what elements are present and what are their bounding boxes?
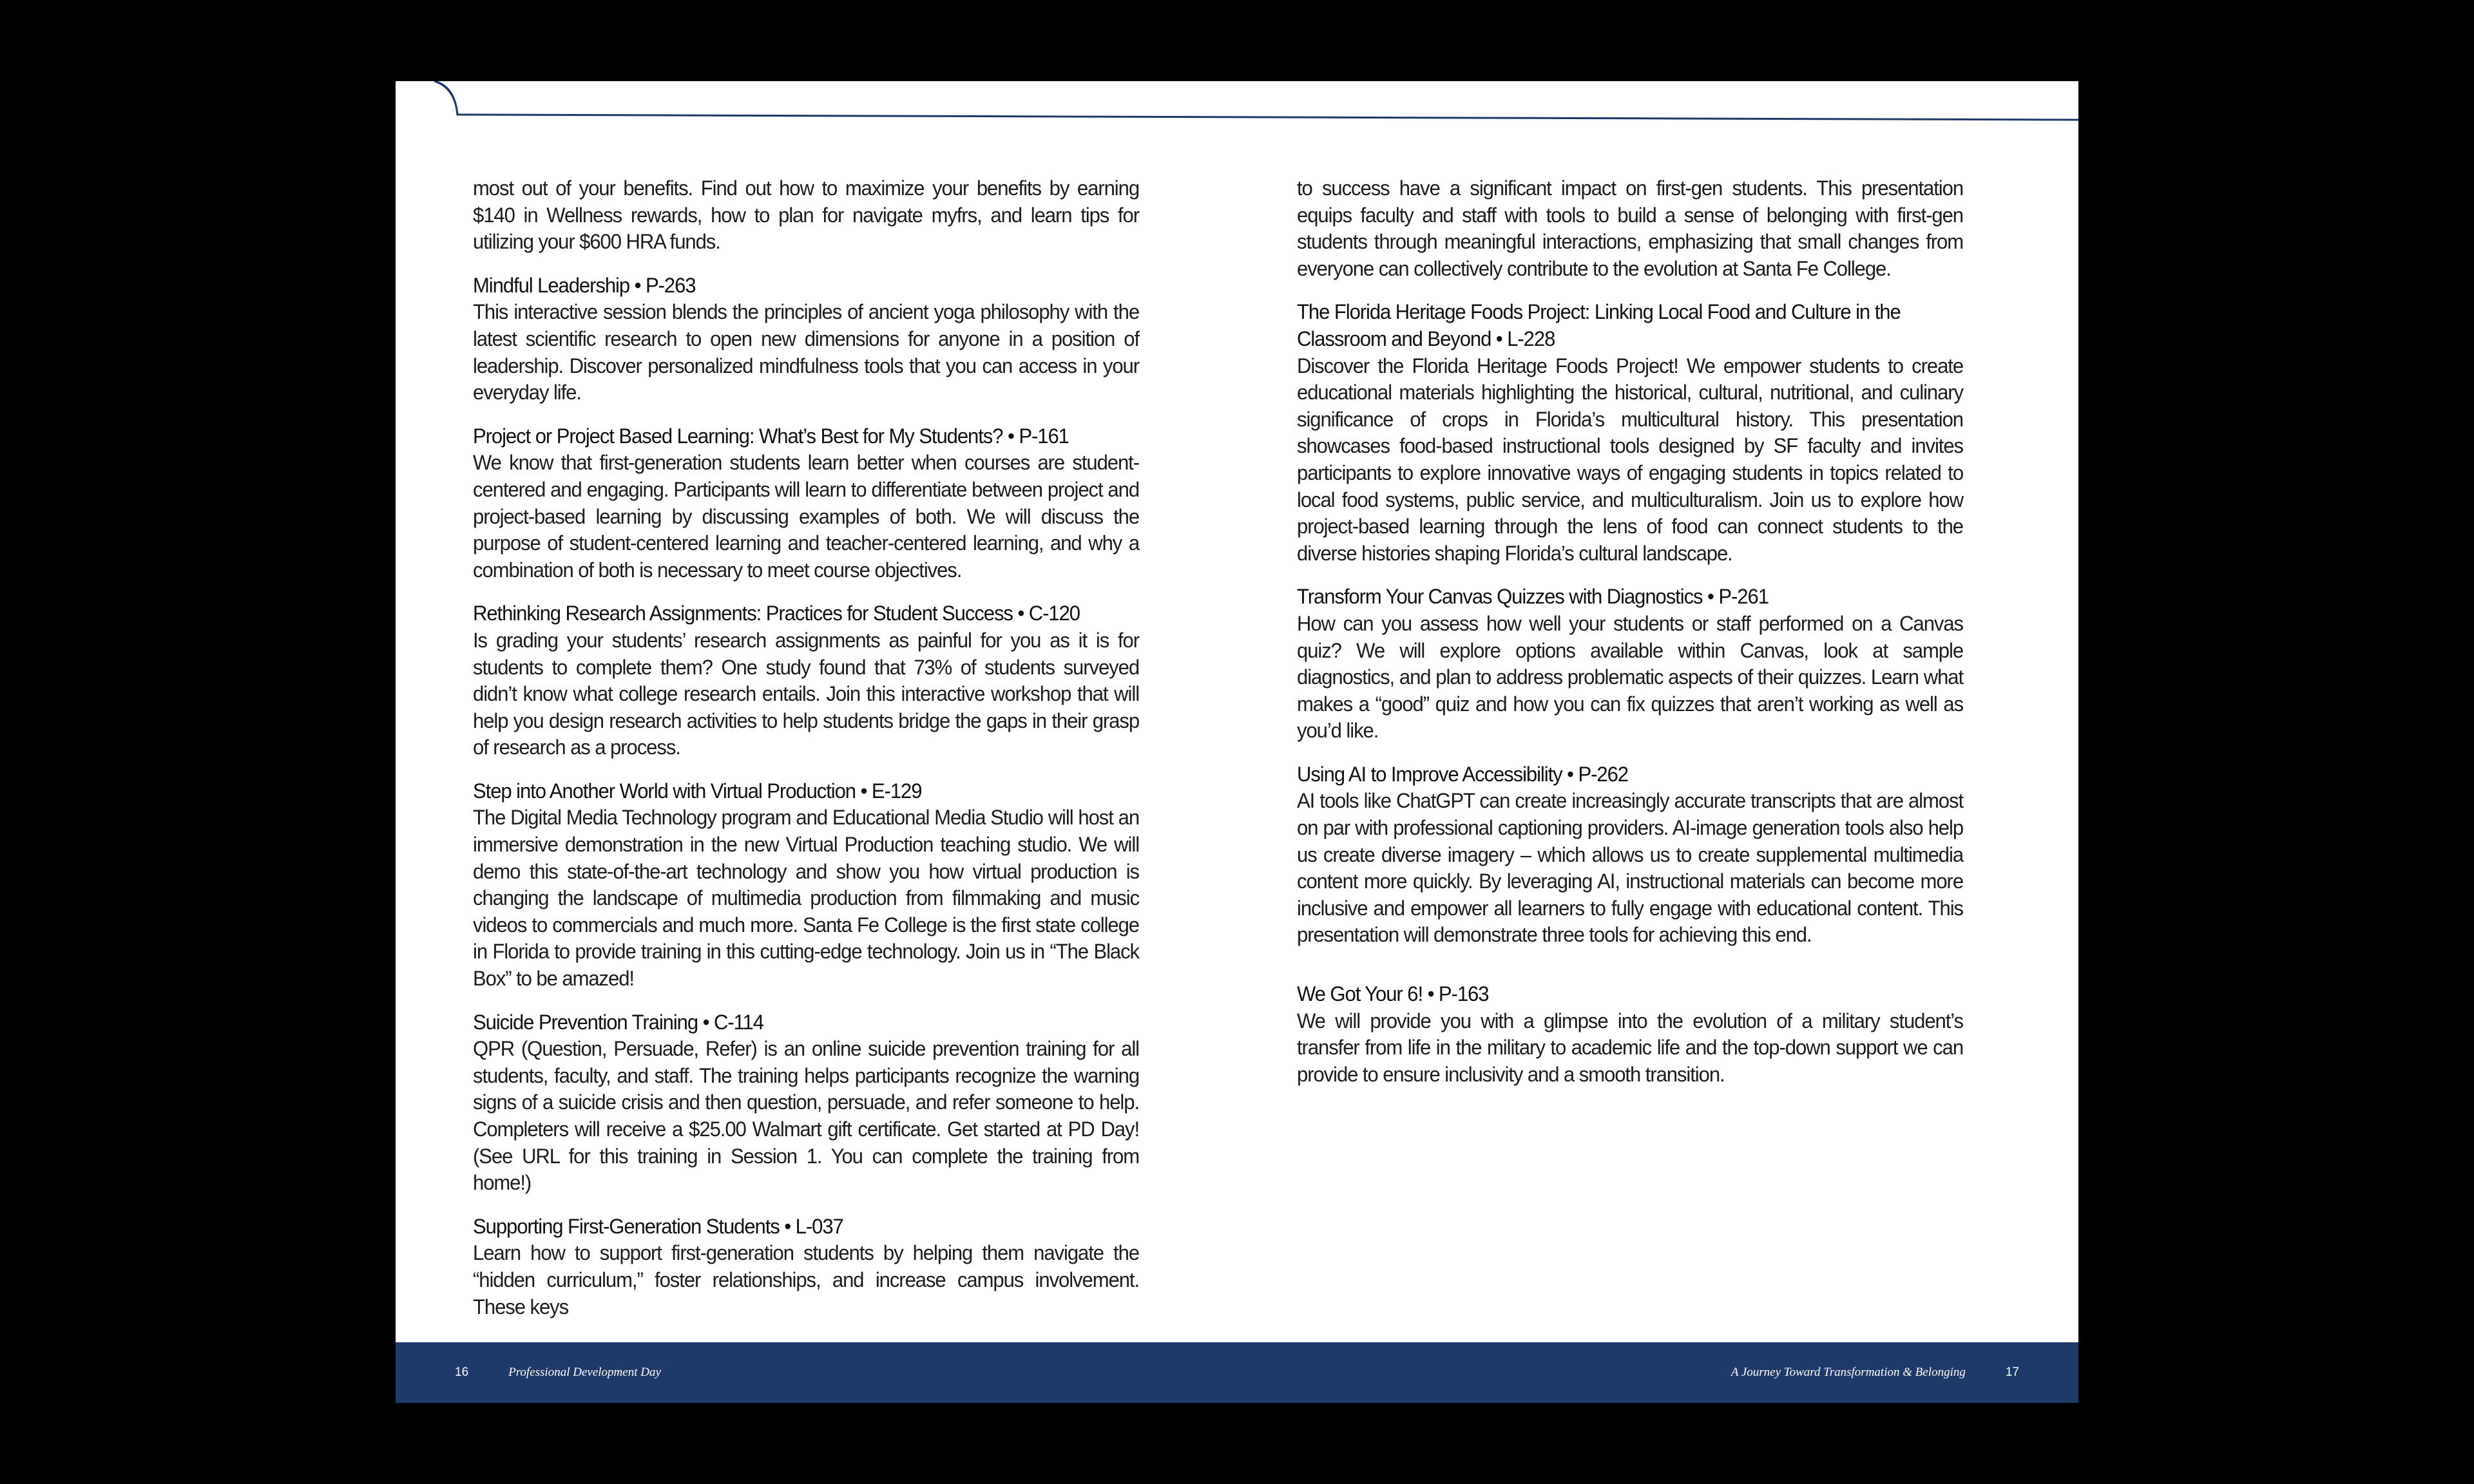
session-description: Is grading your students’ research assignments as painful for you as it is for students to complete them? One study found that 73% of students surveyed didn’t know what college research entails. Join this interactive workshop that will help you design research activities to help students bridge the gaps in their grasp of research as a process. bbox=[473, 628, 1140, 759]
session-description: We know that first-generation students learn better when courses are student-centered and engaging. Participants will learn to differentiate between project and project-based learning by discussing examples of both. We will discuss the purpose of student-centered learning and teacher-centered learning, and why a combination of both is necessary to meet course objectives. bbox=[473, 451, 1140, 582]
session-entry bbox=[1297, 761, 1963, 949]
session-entry bbox=[473, 778, 1139, 993]
session-entry bbox=[473, 272, 1139, 406]
session-description: Discover the Florida Heritage Foods Project! We empower students to create educational materials highlighting the historical, cultural, nutritional, and culinary significance of crops in Florida’s multicultural history. This presentation showcases food-based instructional tools designed by SF faculty and invites participants to explore innovative ways of engaging students in topics related to local food systems, public service, and multiculturalism. Join us to explore how project-based learning through the lens of food can connect students to the diverse histories shaping Florida’s cultural landscape. bbox=[1297, 354, 1964, 565]
session-entry bbox=[1297, 584, 1963, 745]
session-entry bbox=[1297, 981, 1963, 1088]
session-description: This interactive session blends the principles of ancient yoga philosophy with the latest scientific research to open new dimensions for anyone in a position of leadership. Discover personalized mindfulness tools that you can access in your everyday life. bbox=[473, 300, 1140, 404]
session-title: Mindful Leadership • P-263 bbox=[473, 273, 696, 297]
session-entry bbox=[473, 1213, 1139, 1320]
session-title: The Florida Heritage Foods Project: Linking Local Food and Culture in the Classroom and Beyond • L-228 bbox=[1297, 300, 1901, 350]
right-page-footer bbox=[1731, 1342, 2019, 1403]
session-description: How can you assess how well your students or staff performed on a Canvas quiz? We will explore options available within Canvas, look at sample diagnostics, and plan to address problematic aspects of their quizzes. Learn what makes a “good” quiz and how you can fix quizzes that aren’t working as well as you’d like. bbox=[1297, 611, 1964, 743]
session-description: Learn how to support first-generation students by helping them navigate the “hidden curriculum,” foster relationships, and increase campus involvement. These keys bbox=[473, 1241, 1140, 1318]
session-entry bbox=[473, 423, 1139, 584]
session-entry bbox=[473, 600, 1139, 761]
running-title-right: A Journey Toward Transformation & Belonging bbox=[1731, 1365, 1966, 1379]
right-lead-paragraph: to success have a significant impact on first-gen students. This presentation equips faculty and staff with tools to build a sense of belonging with first-gen students through meaningful interactions, emphasizing that small changes from everyone can collectively contribute to the evolution at Santa Fe College. bbox=[1297, 176, 1964, 280]
session-title: We Got Your 6! • P-163 bbox=[1297, 982, 1489, 1006]
session-entry bbox=[1297, 299, 1963, 567]
session-title: Step into Another World with Virtual Production • E-129 bbox=[473, 779, 922, 803]
left-page-footer bbox=[455, 1342, 661, 1403]
booklet-spread bbox=[396, 81, 2078, 1403]
top-decorative-rule bbox=[396, 81, 2078, 133]
page-number-right: 17 bbox=[2005, 1365, 2019, 1379]
session-title: Using AI to Improve Accessibility • P-262 bbox=[1297, 762, 1629, 786]
session-title: Suicide Prevention Training • C-114 bbox=[473, 1010, 763, 1034]
left-page-column bbox=[473, 175, 1139, 1337]
session-entry bbox=[473, 1009, 1139, 1197]
page-number-left: 16 bbox=[455, 1365, 469, 1379]
session-description: The Digital Media Technology program and Educational Media Studio will host an immersive demonstration in the new Virtual Production teaching studio. We will demo this state-of-the-art technology and show you how virtual production is changing the landscape of multimedia production from filmmaking and music videos to commercials and much more. Santa Fe College is the first state college in Florida to provide training in this cutting-edge technology. Join us in “The Black Box” to be amazed! bbox=[473, 806, 1140, 991]
running-title-left: Professional Development Day bbox=[508, 1365, 661, 1379]
session-title: Project or Project Based Learning: What’s Best for My Students? • P-161 bbox=[473, 424, 1069, 448]
session-title: Rethinking Research Assignments: Practices for Student Success • C-120 bbox=[473, 602, 1080, 625]
session-description: QPR (Question, Persuade, Refer) is an online suicide prevention training for all students, faculty, and staff. The training helps participants recognize the warning signs of a suicide crisis and then question, persuade, and refer someone to help. Completers will receive a $25.00 Walmart gift certificate. Get started at PD Day! (See URL for this training in Session 1. You can complete the training from home!) bbox=[473, 1037, 1140, 1195]
footer-band bbox=[396, 1342, 2078, 1403]
session-description: AI tools like ChatGPT can create increasingly accurate transcripts that are almost on par with professional captioning providers. AI-image generation tools also help us create diverse imagery – which allows us to create supplemental multimedia content more quickly. By leveraging AI, instructional materials can become more inclusive and empower all learners to fully engage with educational content. This presentation will demonstrate three tools for achieving this end. bbox=[1297, 789, 1964, 947]
session-description: We will provide you with a glimpse into the evolution of a military student’s transfer from life in the military to academic life and the top-down support we can provide to ensure inclusivity and a smooth transition. bbox=[1297, 1009, 1964, 1086]
session-title: Supporting First-Generation Students • L-037 bbox=[473, 1214, 843, 1238]
session-title: Transform Your Canvas Quizzes with Diagnostics • P-261 bbox=[1297, 585, 1769, 609]
left-lead-paragraph: most out of your benefits. Find out how to maximize your benefits by earning $140 in Wellness rewards, how to plan for navigate myfrs, and learn tips for utilizing your $600 HRA funds. bbox=[473, 176, 1140, 254]
right-page-column bbox=[1297, 175, 1963, 1105]
